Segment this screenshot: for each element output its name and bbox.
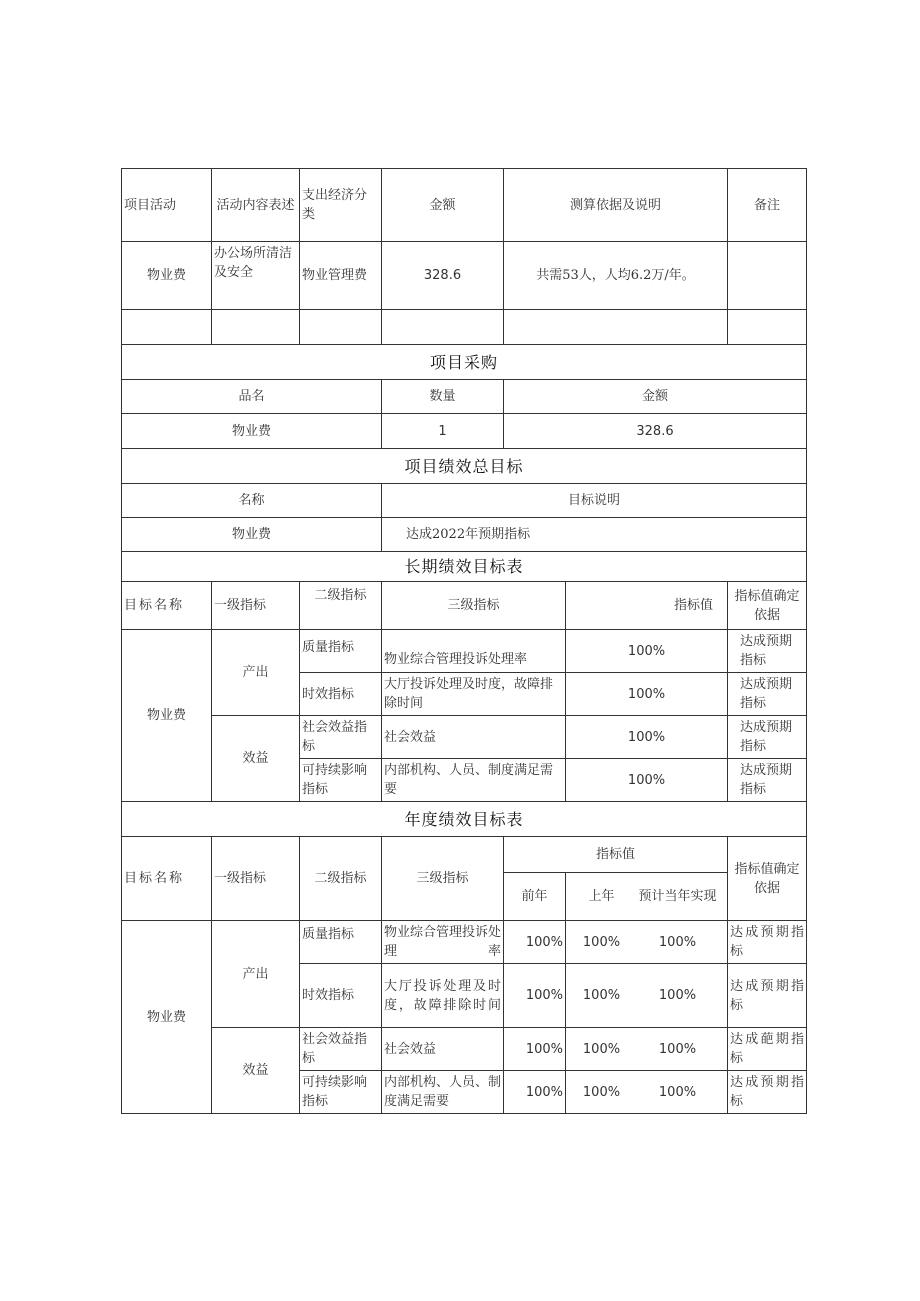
header-activity: 项目活动 [122,169,212,242]
long-term-title-row [122,552,807,582]
header-note: 备注 [728,169,807,242]
an-level2: 时效指标 [300,964,382,1028]
lt-level2: 社会效益指标 [300,716,382,759]
overall-goal-title-row [122,449,807,484]
an-level2: 可持续影响指标 [300,1071,382,1114]
overall-goal-data-row [122,518,807,552]
overall-goal-title: 项目绩效总目标 [122,449,807,484]
budget-performance-table [121,168,807,1114]
overall-goal-header-description: 目标说明 [382,484,807,518]
lt-level2: 可持续影响指标 [300,759,382,802]
an-level3: 物业综合管理投诉处理率 [382,921,504,964]
an-basis: 达成预期指标 [728,921,807,964]
procurement-amount: 328.6 [504,414,807,449]
an-prev1-expected [566,921,728,964]
budget-note [728,242,807,310]
procurement-header-quantity: 数量 [382,380,504,414]
lt-header-value-label: 指标值 [674,598,714,613]
procurement-header-name: 品名 [122,380,382,414]
an-header-goal-name: 目标名称 [122,837,212,921]
empty-cell [300,310,382,345]
lt-header-level3: 三级指标 [382,582,566,630]
header-content: 活动内容表述 [212,169,300,242]
lt-header-level2: 二级指标 [300,582,382,630]
budget-basis: 共需53人，人均6.2万/年。 [504,242,728,310]
an-goal-name: 物业费 [122,921,212,1114]
lt-level3: 大厅投诉处理及时度，故障排除时间 [382,673,566,716]
procurement-title-row [122,345,807,380]
lt-header-value [566,582,728,630]
an-header-level2: 二级指标 [300,837,382,921]
an-header-basis: 指标值确定依据 [728,837,807,921]
empty-cell [728,310,807,345]
an-expected: 100% [658,988,697,1003]
empty-cell [122,310,212,345]
an-prev1-expected [566,1028,728,1071]
lt-level1: 效益 [212,716,300,802]
an-prev1-expected [566,964,728,1028]
overall-goal-name: 物业费 [122,518,382,552]
lt-basis: 达成预期指标 [728,716,807,759]
lt-row [122,630,807,673]
an-prev1: 100% [582,934,621,950]
an-expected: 100% [658,934,697,950]
header-amount: 金额 [382,169,504,242]
project-expenditure-sheet [121,168,806,1114]
an-header-prev1-expected [566,873,728,921]
lt-value: 100% [566,759,728,802]
budget-header-row [122,169,807,242]
lt-level3: 物业综合管理投诉处理率 [382,630,566,673]
long-term-header-row [122,582,807,630]
an-header-value-group: 指标值 [504,837,728,873]
an-row [122,921,807,964]
budget-content: 办公场所清洁及安全 [212,242,300,310]
lt-level3: 社会效益 [382,716,566,759]
an-header-level1: 一级指标 [212,837,300,921]
lt-level2: 质量指标 [300,630,382,673]
header-basis: 测算依据及说明 [504,169,728,242]
lt-row [122,716,807,759]
an-expected: 100% [658,1084,697,1100]
procurement-header-row [122,380,807,414]
an-prev1-expected [566,1071,728,1114]
procurement-data-row [122,414,807,449]
budget-empty-row [122,310,807,345]
an-basis: 达成葩期指标 [728,1028,807,1071]
an-basis: 达成预期指标 [728,964,807,1028]
an-prev1: 100% [582,1041,621,1057]
budget-amount: 328.6 [382,242,504,310]
an-level2: 社会效益指标 [300,1028,382,1071]
an-header-prev1: 上年 [588,889,615,904]
lt-value: 100% [566,673,728,716]
an-basis: 达成预期指标 [728,1071,807,1114]
an-level1: 效益 [212,1028,300,1114]
lt-goal-name: 物业费 [122,630,212,802]
lt-basis: 达成预期指标 [728,759,807,802]
an-header-prev2: 前年 [504,873,566,921]
an-prev2: 100% [504,1028,566,1071]
an-level1: 产出 [212,921,300,1028]
lt-value: 100% [566,716,728,759]
lt-level3: 内部机构、人员、制度满足需要 [382,759,566,802]
lt-level2: 时效指标 [300,673,382,716]
an-prev2: 100% [504,921,566,964]
lt-header-level1: 一级指标 [212,582,300,630]
budget-data-row [122,242,807,310]
empty-cell [382,310,504,345]
an-header-expected: 预计当年实现 [638,889,717,904]
budget-economic-class: 物业管理费 [300,242,382,310]
lt-level1: 产出 [212,630,300,716]
lt-basis: 达成预期指标 [728,630,807,673]
long-term-title: 长期绩效目标表 [122,552,807,582]
annual-title: 年度绩效目标表 [122,802,807,837]
an-level3: 社会效益 [382,1028,504,1071]
annual-title-row [122,802,807,837]
an-level3: 内部机构、人员、制度满足需要 [382,1071,504,1114]
header-economic-class: 支出经济分类 [300,169,382,242]
procurement-quantity: 1 [382,414,504,449]
overall-goal-description: 达成2022年预期指标 [382,518,807,552]
an-level3: 大厅投诉处理及时度，故障排除时间 [382,964,504,1028]
overall-goal-header-name: 名称 [122,484,382,518]
lt-basis: 达成预期指标 [728,673,807,716]
procurement-name: 物业费 [122,414,382,449]
an-prev1: 100% [582,988,621,1003]
empty-cell [504,310,728,345]
an-level2: 质量指标 [300,921,382,964]
procurement-header-amount: 金额 [504,380,807,414]
an-prev2: 100% [504,964,566,1028]
an-prev2: 100% [504,1071,566,1114]
annual-header-row-1 [122,837,807,873]
lt-value: 100% [566,630,728,673]
an-row [122,1028,807,1071]
an-header-level3: 三级指标 [382,837,504,921]
an-prev1: 100% [582,1084,621,1100]
overall-goal-header-row [122,484,807,518]
procurement-title: 项目采购 [122,345,807,380]
lt-header-goal-name: 目标名称 [122,582,212,630]
budget-activity: 物业费 [122,242,212,310]
lt-header-basis: 指标值确定依据 [728,582,807,630]
empty-cell [212,310,300,345]
an-expected: 100% [658,1041,697,1057]
